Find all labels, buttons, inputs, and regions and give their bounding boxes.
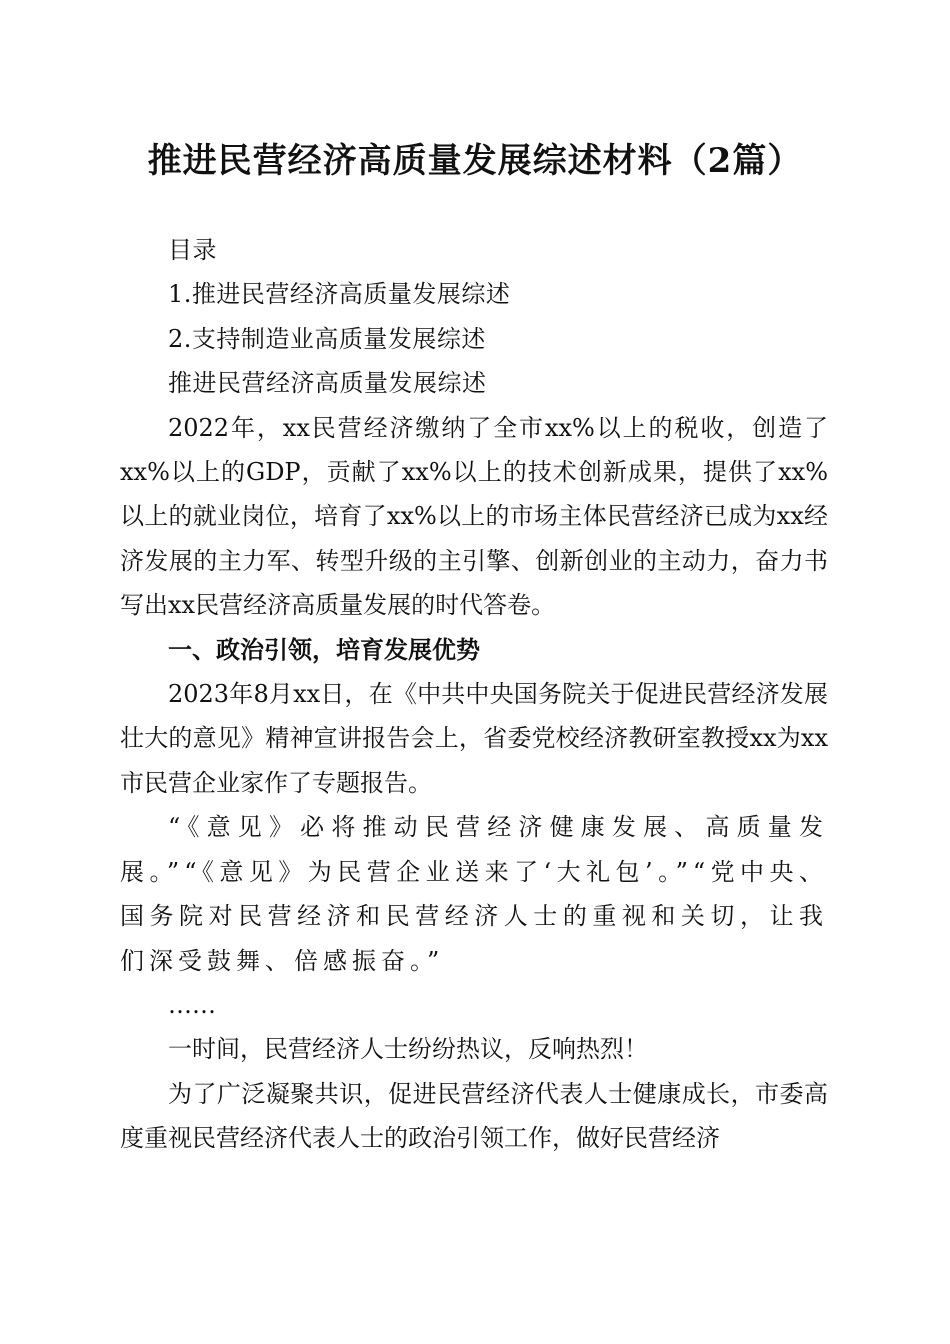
paragraph-2-quotes: “《意见》必将推动民营经济健康发展、高质量发展。”“《意见》为民营企业送来了‘大礼包’。”“党中央、国务院对民营经济和民营经济人士的重视和关切，让我们深受鼓舞、倍感振奋。” <box>120 813 828 975</box>
paragraph-1: 2023年8月xx日，在《中共中央国务院关于促进民营经济发展壮大的意见》精神宣讲报告会上，省委党校经济教研室教授xx为xx市民营企业家作了专题报告。 <box>120 680 828 797</box>
toc-item-2: 2.支持制造业高质量发展综述 <box>168 324 486 353</box>
paragraph-4: 为了广泛凝聚共识，促进民营经济代表人士健康成长，市委高度重视民营经济代表人士的政治引领工作，做好民营经济 <box>120 1079 828 1153</box>
document-title: 推进民营经济高质量发展综述材料（2篇） <box>147 141 803 181</box>
article-title: 推进民营经济高质量发展综述 <box>168 369 487 398</box>
toc-item-1: 1.推进民营经济高质量发展综述 <box>168 280 511 309</box>
toc-label: 目录 <box>168 236 217 264</box>
intro-paragraph: 2022年，xx民营经济缴纳了全市xx%以上的税收，创造了xx%以上的GDP，贡献了xx%以上的技术创新成果，提供了xx%以上的就业岗位，培育了xx%以上的市场主体民营经济已成为xx经济发展的主力军、转型升级的主引擎、创新创业的主动力，奋力书写出xx民营经济高质量发展的时代答卷。 <box>120 413 828 620</box>
document-body <box>120 228 828 1161</box>
section-heading-1: 一、政治引领，培育发展优势 <box>168 635 480 664</box>
ellipsis-line: …… <box>168 990 216 1019</box>
paragraph-3: 一时间，民营经济人士纷纷热议，反响热烈！ <box>168 1035 648 1064</box>
